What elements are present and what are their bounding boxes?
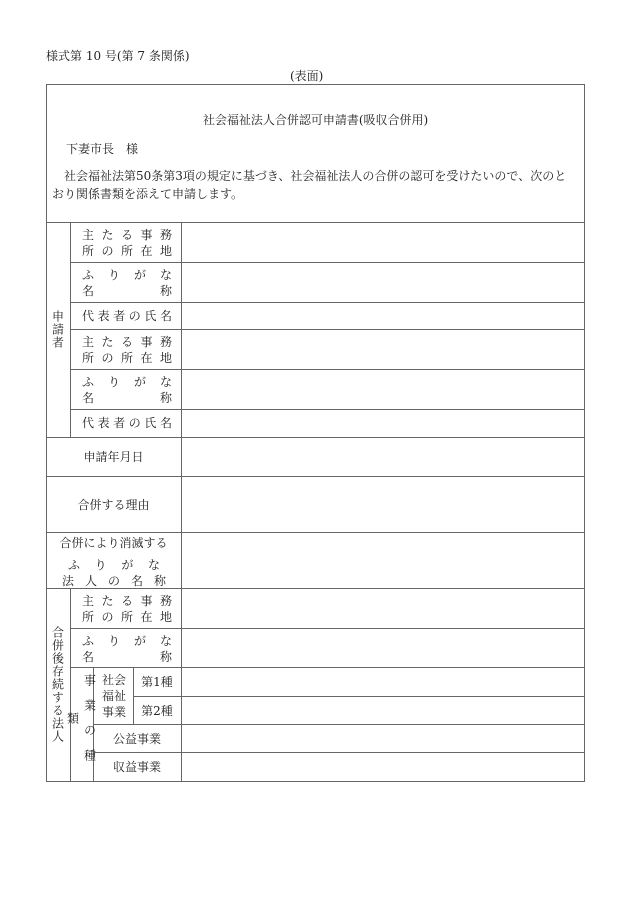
side-label: (表面) xyxy=(290,69,324,83)
type2-label: 第2種 xyxy=(141,703,173,718)
dissolved-label: 合併により消滅する xyxy=(59,536,168,550)
applicant-address-label: 主たる事務 所の所在地 xyxy=(82,228,172,258)
application-date-label: 申請年月日 xyxy=(83,450,144,464)
applicant2-name-label: ふりがな 名称 xyxy=(82,375,172,405)
applicant2-representative-label: 代表者の氏名 xyxy=(82,416,172,430)
social-welfare-label: 社会福祉事業 xyxy=(101,672,126,719)
profit-label: 収益事業 xyxy=(112,760,161,774)
form-title: 社会福祉法人合併認可申請書(吸収合併用) xyxy=(202,113,429,127)
applicant2-address-label: 主たる事務 所の所在地 xyxy=(82,335,172,365)
body-text: 社会福祉法第50条第3項の規定に基づき、社会福祉法人の合併の認可を受けたいので、次のとおり関係書類を添えて申請します。 xyxy=(52,169,567,201)
surviving-address-label: 主たる事務 所の所在地 xyxy=(82,594,172,624)
surviving-name-label: ふりがな 名称 xyxy=(82,634,172,664)
applicant-group-label: 申請者 xyxy=(50,310,65,349)
merger-reason-label: 合併する理由 xyxy=(77,497,150,512)
business-type-label: 事業の種類 xyxy=(65,674,97,774)
applicant-representative-label: 代表者の氏名 xyxy=(82,308,172,323)
addressee: 下妻市長 様 xyxy=(66,142,139,156)
type1-label: 第1種 xyxy=(141,675,173,689)
form-number: 様式第 10 号(第 7 条関係) xyxy=(46,49,190,63)
applicant-name-label: ふりがな 名称 xyxy=(82,268,172,298)
surviving-group-label: 合併後存続する法人 xyxy=(50,626,65,743)
dissolved-name-label: ふりがな 法人の名称 xyxy=(62,558,166,588)
public-interest-label: 公益事業 xyxy=(112,731,161,746)
